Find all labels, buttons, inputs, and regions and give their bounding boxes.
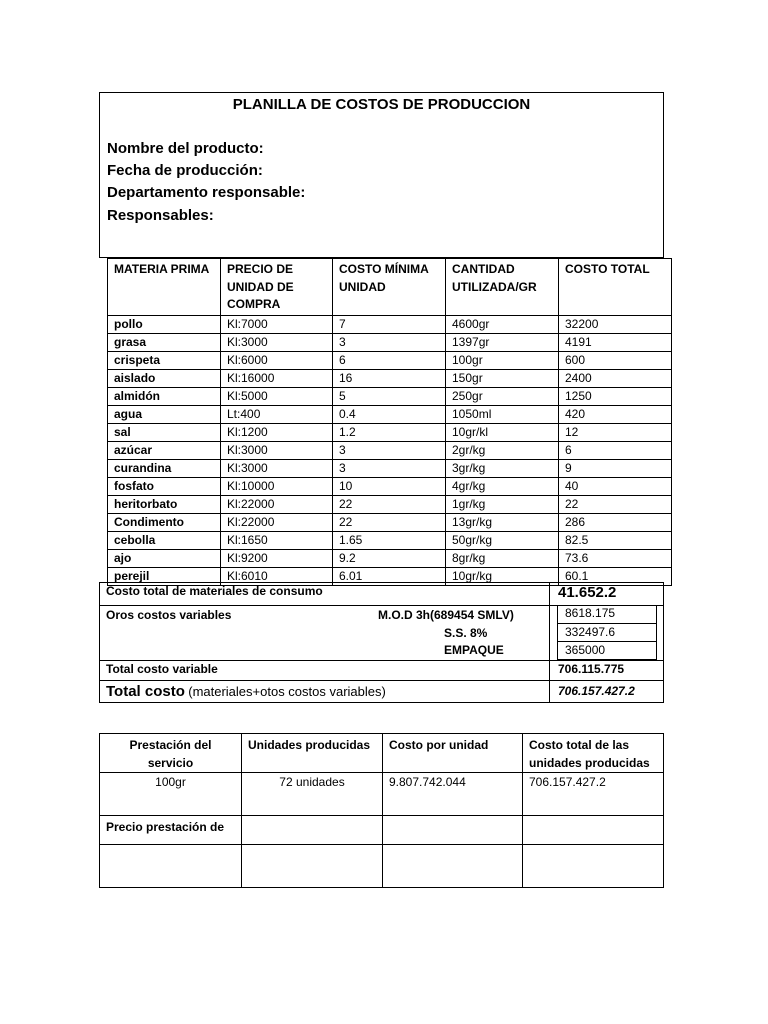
service-price-row — [100, 816, 664, 845]
cell: 22 — [333, 496, 446, 514]
field-product-name: Nombre del producto: — [107, 140, 264, 157]
cell: 100gr — [446, 352, 559, 370]
cell: 22 — [559, 496, 672, 514]
cell: 50gr/kg — [446, 532, 559, 550]
materials-table — [107, 258, 672, 586]
service-table — [99, 733, 664, 888]
cell: sal — [108, 424, 221, 442]
cell: Kl:5000 — [221, 388, 333, 406]
service-row — [100, 773, 664, 816]
cell: fosfato — [108, 478, 221, 496]
cell: perejil — [108, 568, 221, 586]
table-row — [108, 460, 672, 478]
cell: 250gr — [446, 388, 559, 406]
service-header-row — [100, 734, 664, 773]
col-precio: PRECIO DE UNIDAD DE COMPRA — [221, 259, 333, 316]
field-department: Departamento responsable: — [107, 184, 306, 201]
col-cantidad: CANTIDAD UTILIZADA/GR — [446, 259, 559, 316]
cell — [523, 816, 664, 845]
cell: pollo — [108, 316, 221, 334]
mod-label-smlv: SMLV) — [477, 608, 514, 622]
table-row — [108, 424, 672, 442]
cell: Condimento — [108, 514, 221, 532]
cell: 1.2 — [333, 424, 446, 442]
cell: 3 — [333, 460, 446, 478]
cell: 420 — [559, 406, 672, 424]
cell: 600 — [559, 352, 672, 370]
cell — [242, 816, 383, 845]
col-materia-prima: MATERIA PRIMA — [108, 259, 221, 316]
cell: 10gr/kl — [446, 424, 559, 442]
cell: 73.6 — [559, 550, 672, 568]
col-unidades: Unidades producidas — [242, 734, 383, 773]
col-costo-unidad: Costo por unidad — [383, 734, 523, 773]
ss-value: 332497.6 — [565, 625, 616, 639]
cell: curandina — [108, 460, 221, 478]
total-cost-label-row — [106, 683, 386, 700]
cell: 1250 — [559, 388, 672, 406]
other-values-line-2 — [557, 641, 657, 642]
field-responsables: Responsables: — [107, 207, 214, 224]
mod-label-text: M.O.D 3h(689454 — [378, 608, 475, 622]
empaque-label: EMPAQUE — [444, 643, 504, 657]
col-costo-minima: COSTO MÍNIMA UNIDAD — [333, 259, 446, 316]
materials-total-value: 41.652.2 — [558, 584, 617, 601]
cell: 2400 — [559, 370, 672, 388]
summary-line-3 — [99, 680, 664, 681]
cell: Kl:22000 — [221, 514, 333, 532]
cell: 10gr/kg — [446, 568, 559, 586]
table-row — [108, 406, 672, 424]
col-costo-total: Costo total de las unidades producidas — [523, 734, 664, 773]
price-prestacion-label: Precio prestación de — [100, 816, 242, 845]
mod-label — [378, 608, 514, 622]
cell: azúcar — [108, 442, 221, 460]
empaque-value: 365000 — [565, 643, 606, 657]
total-variable-label: Total costo variable — [106, 662, 218, 676]
cell: 60.1 — [559, 568, 672, 586]
cell: 286 — [559, 514, 672, 532]
cell: 150gr — [446, 370, 559, 388]
table-row — [108, 478, 672, 496]
cell: heritorbato — [108, 496, 221, 514]
cell: almidón — [108, 388, 221, 406]
col-prestacion: Prestación del servicio — [100, 734, 242, 773]
cell — [242, 845, 383, 888]
table-row — [108, 388, 672, 406]
summary-divider-v — [549, 582, 550, 703]
service-empty-row — [100, 845, 664, 888]
table-row — [108, 370, 672, 388]
cell: 6 — [333, 352, 446, 370]
cell: aislado — [108, 370, 221, 388]
cell: Kl:7000 — [221, 316, 333, 334]
table-row — [108, 550, 672, 568]
cell: 22 — [333, 514, 446, 532]
cell: 3gr/kg — [446, 460, 559, 478]
other-values-line-1 — [557, 623, 657, 624]
cell: cebolla — [108, 532, 221, 550]
cell: 4600gr — [446, 316, 559, 334]
cell: 16 — [333, 370, 446, 388]
table-row — [108, 316, 672, 334]
cell — [383, 816, 523, 845]
cell: 7 — [333, 316, 446, 334]
cell: 3 — [333, 442, 446, 460]
cell — [523, 845, 664, 888]
cell: 1397gr — [446, 334, 559, 352]
total-variable-value: 706.115.775 — [558, 662, 625, 676]
table-row — [108, 496, 672, 514]
cell: 5 — [333, 388, 446, 406]
cell: Kl:6010 — [221, 568, 333, 586]
cell: 12 — [559, 424, 672, 442]
cell: Kl:9200 — [221, 550, 333, 568]
cell: Kl:1650 — [221, 532, 333, 550]
total-cost-value: 706.157.427.2 — [558, 684, 635, 698]
table-row — [108, 442, 672, 460]
total-cost-label: Total costo — [106, 683, 185, 700]
cell: 1050ml — [446, 406, 559, 424]
cell: 13gr/kg — [446, 514, 559, 532]
cell: 2gr/kg — [446, 442, 559, 460]
cell: Lt:400 — [221, 406, 333, 424]
cell — [100, 845, 242, 888]
cell: Kl:1200 — [221, 424, 333, 442]
table-row — [108, 514, 672, 532]
cell: 706.157.427.2 — [523, 773, 664, 816]
cell: 40 — [559, 478, 672, 496]
cell: 0.4 — [333, 406, 446, 424]
cell: 4gr/kg — [446, 478, 559, 496]
page-title: PLANILLA DE COSTOS DE PRODUCCION — [232, 96, 531, 113]
cell: 1gr/kg — [446, 496, 559, 514]
mod-value: 8618.175 — [565, 606, 616, 620]
cell: 1.65 — [333, 532, 446, 550]
table-row — [108, 532, 672, 550]
materials-header-row — [108, 259, 672, 316]
table-row — [108, 352, 672, 370]
cell — [383, 845, 523, 888]
cell: Kl:6000 — [221, 352, 333, 370]
cell: grasa — [108, 334, 221, 352]
summary-line-2 — [99, 660, 664, 661]
cell: 6.01 — [333, 568, 446, 586]
cell: ajo — [108, 550, 221, 568]
field-production-date: Fecha de producción: — [107, 162, 263, 179]
cell: Kl:10000 — [221, 478, 333, 496]
cell: 32200 — [559, 316, 672, 334]
cell: 8gr/kg — [446, 550, 559, 568]
cell: Kl:3000 — [221, 334, 333, 352]
cell: 6 — [559, 442, 672, 460]
cell: Kl:3000 — [221, 460, 333, 478]
other-costs-label: Oros costos variables — [106, 608, 232, 622]
cell: 72 unidades — [242, 773, 383, 816]
cell: 4191 — [559, 334, 672, 352]
total-cost-sub: (materiales+otos costos variables) — [188, 684, 386, 699]
cell: Kl:16000 — [221, 370, 333, 388]
cell: 3 — [333, 334, 446, 352]
cell: 100gr — [100, 773, 242, 816]
cell: 82.5 — [559, 532, 672, 550]
table-row — [108, 334, 672, 352]
cell: 10 — [333, 478, 446, 496]
cell: 9.807.742.044 — [383, 773, 523, 816]
cell: Kl:3000 — [221, 442, 333, 460]
cell: 9 — [559, 460, 672, 478]
cell: crispeta — [108, 352, 221, 370]
cell: agua — [108, 406, 221, 424]
cell: Kl:22000 — [221, 496, 333, 514]
ss-label: S.S. 8% — [444, 626, 488, 640]
col-costo-total: COSTO TOTAL — [559, 259, 672, 316]
cell: 9.2 — [333, 550, 446, 568]
materials-total-label: Costo total de materiales de consumo — [106, 584, 323, 598]
